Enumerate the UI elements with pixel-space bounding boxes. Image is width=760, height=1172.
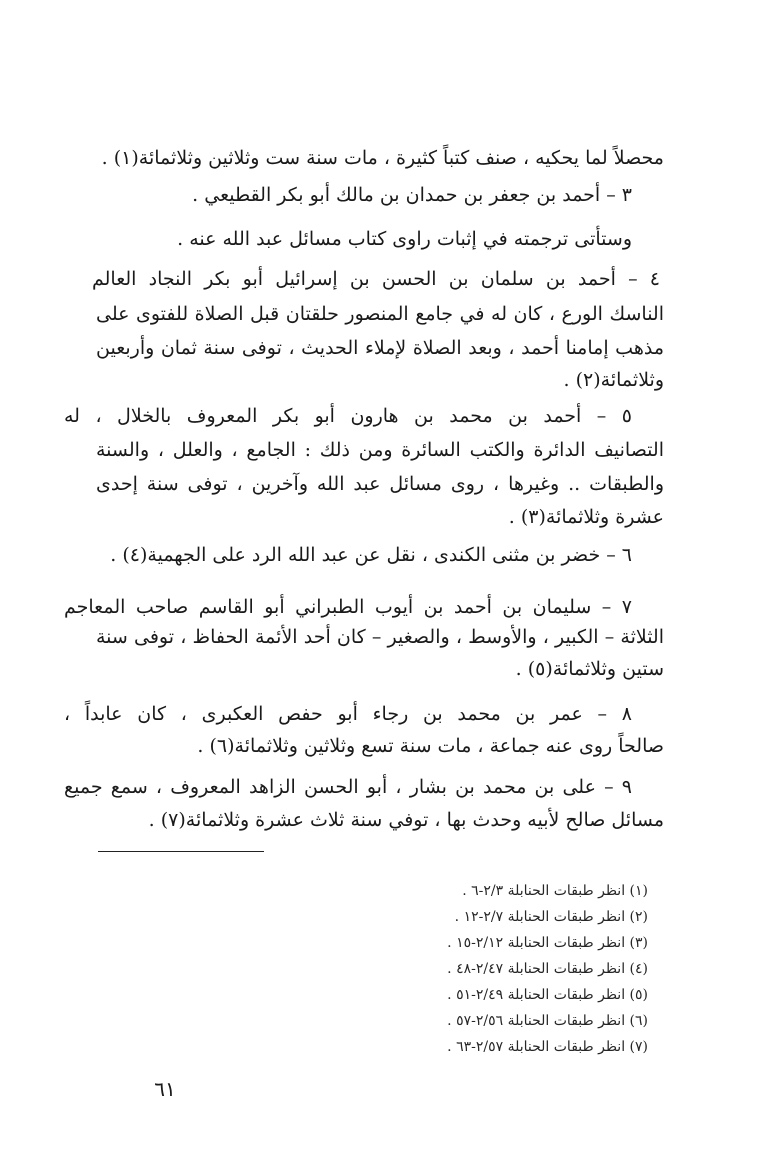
body-line: صالحاً روى عنه جماعة ، مات سنة تسع وثلاثين وثلاثمائة(٦) . bbox=[197, 735, 664, 757]
entry-4-line: ٤ – أحمد بن سلمان بن الحسن بن إسرائيل أبو بكر النجاد العالم bbox=[92, 268, 660, 290]
body-line: الثلاثة – الكبير ، والأوسط ، والصغير – كان أحد الأئمة الحفاظ ، توفى سنة bbox=[96, 626, 664, 648]
entry-8-line: ٨ – عمر بن محمد بن رجاء أبو حفص العكبرى ، كان عابداً ، bbox=[64, 703, 632, 725]
body-line: والطبقات .. وغيرها ، روى مسائل عبد الله وآخرين ، توفى سنة إحدى bbox=[96, 473, 664, 495]
footnote-separator bbox=[98, 851, 264, 852]
footnote: (٢) انظر طبقات الحنابلة ٢/٧-١٢ . bbox=[454, 909, 648, 925]
footnote: (٥) انظر طبقات الحنابلة ٢/٤٩-٥١ . bbox=[447, 987, 648, 1003]
footnote: (٣) انظر طبقات الحنابلة ٢/١٢-١٥ . bbox=[447, 935, 648, 951]
entry-5-line: ٥ – أحمد بن محمد بن هارون أبو بكر المعروف بالخلال ، له bbox=[64, 405, 632, 427]
body-line: ستين وثلاثمائة(٥) . bbox=[515, 658, 664, 680]
footnote: (١) انظر طبقات الحنابلة ٢/٣-٦ . bbox=[462, 883, 648, 899]
entry-9-line: ٩ – على بن محمد بن بشار ، أبو الحسن الزاهد المعروف ، سمع جميع bbox=[64, 776, 632, 798]
entry-7-line: ٧ – سليمان بن أحمد بن أيوب الطبراني أبو القاسم صاحب المعاجم bbox=[64, 596, 632, 618]
footnote: (٦) انظر طبقات الحنابلة ٢/٥٦-٥٧ . bbox=[447, 1013, 648, 1029]
body-line: مسائل صالح لأبيه وحدث بها ، توفي سنة ثلاث عشرة وثلاثمائة(٧) . bbox=[148, 809, 664, 831]
footnote: (٤) انظر طبقات الحنابلة ٢/٤٧-٤٨ . bbox=[447, 961, 648, 977]
page-number: ٦١ bbox=[154, 1077, 176, 1101]
footnote: (٧) انظر طبقات الحنابلة ٢/٥٧-٦٣ . bbox=[447, 1039, 648, 1055]
entry-6-line: ٦ – خضر بن مثنى الكندى ، نقل عن عبد الله الرد على الجهمية(٤) . bbox=[110, 544, 632, 566]
body-line: وستأتى ترجمته في إثبات راوى كتاب مسائل عبد الله عنه . bbox=[177, 228, 632, 250]
body-line: مذهب إمامنا أحمد ، وبعد الصلاة لإملاء الحديث ، توفى سنة ثمان وأربعين bbox=[96, 337, 664, 359]
body-line: محصلاً لما يحكيه ، صنف كتباً كثيرة ، مات سنة ست وثلاثين وثلاثمائة(١) . bbox=[101, 147, 664, 169]
body-line: وثلاثمائة(٢) . bbox=[563, 369, 664, 391]
body-line: عشرة وثلاثمائة(٣) . bbox=[508, 506, 664, 528]
body-line: التصانيف الدائرة والكتب السائرة ومن ذلك : الجامع ، والعلل ، والسنة bbox=[96, 439, 664, 461]
entry-3-line: ٣ – أحمد بن جعفر بن حمدان بن مالك أبو بكر القطيعي . bbox=[192, 184, 632, 206]
body-line: الناسك الورع ، كان له في جامع المنصور حلقتان قبل الصلاة للفتوى على bbox=[96, 303, 664, 325]
